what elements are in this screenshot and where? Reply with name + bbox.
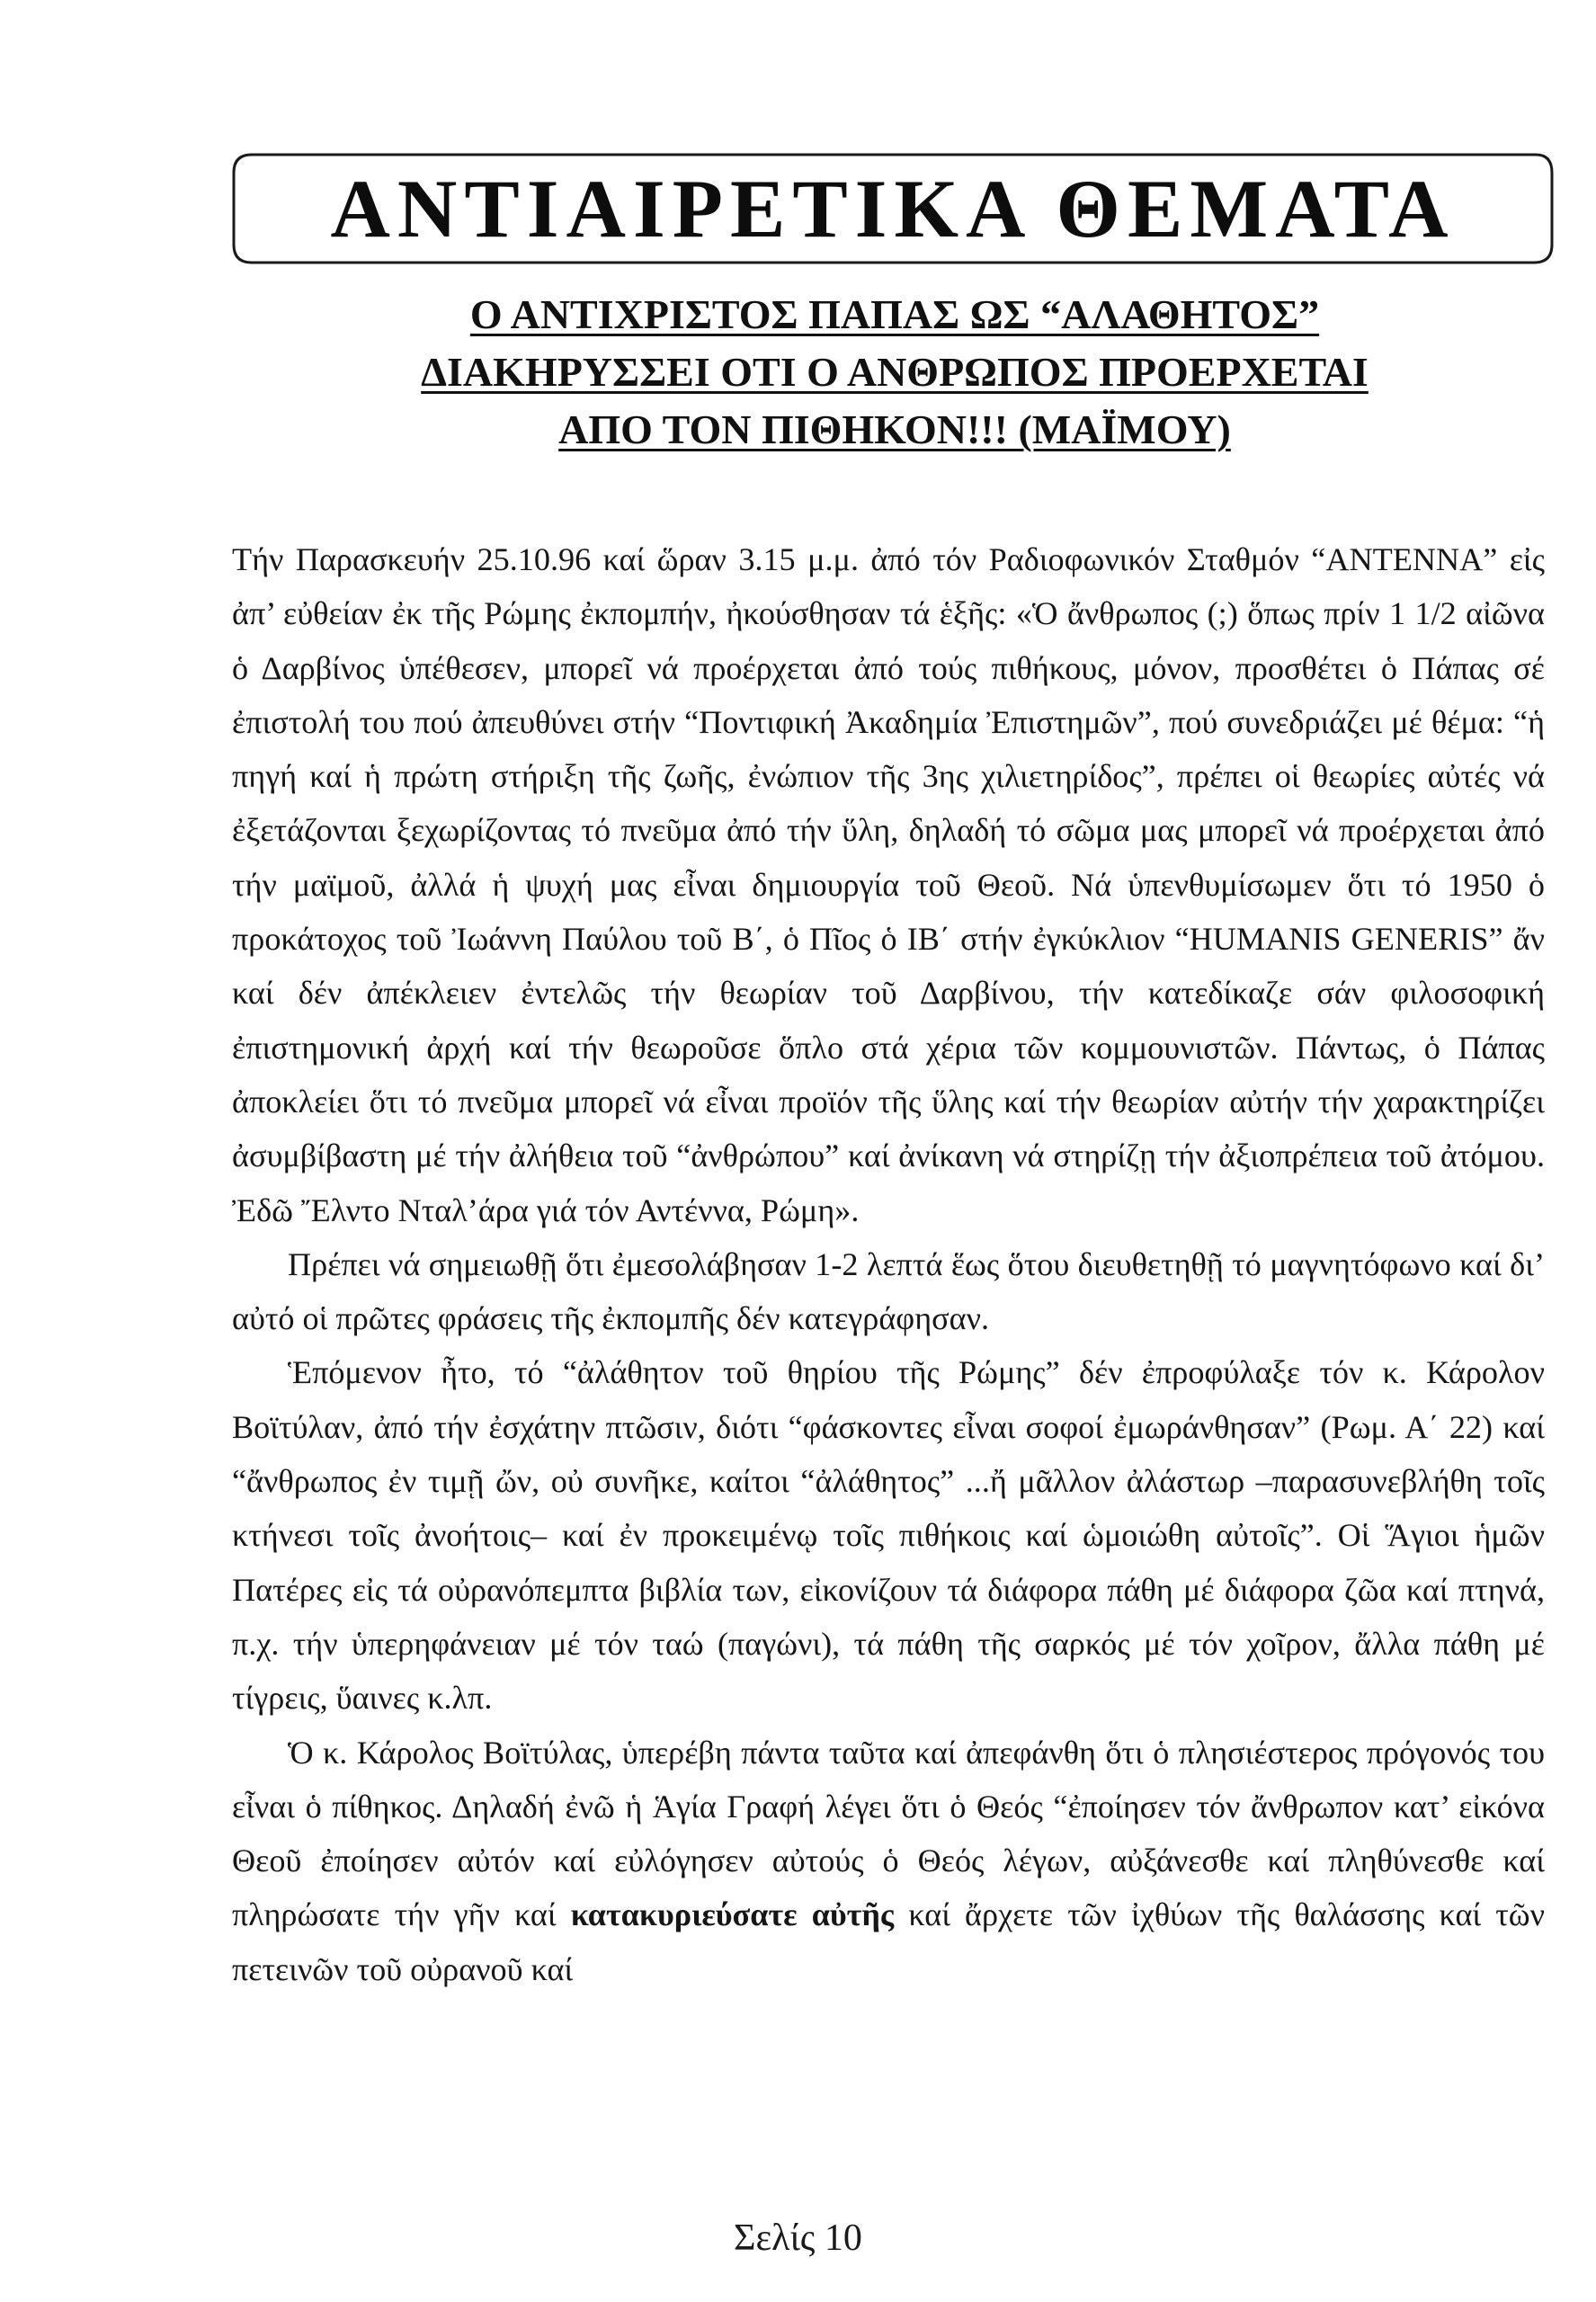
paragraph-text: καί ἄρχετε τῶν ἰχθύων τῆς θαλάσσης καί τῶν πετεινῶν τοῦ οὐρανοῦ καί xyxy=(232,1896,1545,1987)
paragraph-text: Ὁ κ. Κάρολος Βοϊτύλας, ὑπερέβη πάντα ταῦτα καί ἀπεφάνθη ὅτι ὁ πλησιέστερος πρόγονός του εἶναι ὁ πίθηκος. Δηλαδή ἐνῶ ἡ Ἁγία Γραφή λέγει ὅτι ὁ Θεός “ἐποίησεν τόν ἄνθρωπον κατ’ εἰκόνα Θεοῦ ἐποίησεν αὐτόν καί εὐλόγησεν αὐτούς ὁ Θεός λέγων, αὐξάνεσθε καί πληθύνεσθε καί πληρώσατε τήν γῆν καί xyxy=(232,1734,1545,1933)
headline-line: ΑΠΟ ΤΟΝ ΠΙΘΗΚΟΝ!!! (ΜΑΪΜΟΥ) xyxy=(558,406,1231,452)
paragraph xyxy=(232,1726,1545,1996)
article-body xyxy=(232,532,1545,1996)
paragraph: Τήν Παρασκευήν 25.10.96 καί ὥραν 3.15 μ.μ. ἀπό τόν Ραδιοφωνικόν Σταθμόν “ΑΝΤΕΝΝΑ” εἰς ἀπ’ εὐθείαν ἐκ τῆς Ρώμης ἐκπομπήν, ἠκούσθησαν τά ἑξῆς: «Ὁ ἄνθρωπος (;) ὅπως πρίν 1 1/2 αἰῶνα ὁ Δαρβίνος ὑπέθεσεν, μπορεῖ νά προέρχεται ἀπό τούς πιθήκους, μόνον, προσθέτει ὁ Πάπας σέ ἐπιστολή του πού ἀπευθύνει στήν “Ποντιφική Ἀκαδημία Ἐπιστημῶν”, πού συνεδριάζει μέ θέμα: “ἡ πηγή καί ἡ πρώτη στήριξη τῆς ζωῆς, ἐνώπιον τῆς 3ης χιλιετηρίδος”, πρέπει οἱ θεωρίες αὐτές νά ἐξετάζονται ξεχωρίζοντας τό πνεῦμα ἀπό τήν ὕλη, δηλαδή τό σῶμα μας μπορεῖ νά προέρχεται ἀπό τήν μαϊμοῦ, ἀλλά ἡ ψυχή μας εἶναι δημιουργία τοῦ Θεοῦ. Νά ὑπενθυμίσωμεν ὅτι τό 1950 ὁ προκάτοχος τοῦ Ἰωάννη Παύλου τοῦ Β΄, ὁ Πῖος ὁ ΙΒ΄ στήν ἐγκύκλιον “HUMANIS GENERIS” ἄν καί δέν ἀπέκλειεν ἐντελῶς τήν θεωρίαν τοῦ Δαρβίνου, τήν κατεδίκαζε σάν φιλοσοφική ἐπιστημονική ἀρχή καί τήν θεωροῦσε ὅπλο στά χέρια τῶν κομμουνιστῶν. Πάντως, ὁ Πάπας ἀποκλείει ὅτι τό πνεῦμα μπορεῖ νά εἶναι προϊόν τῆς ὕλης καί τήν θεωρίαν αὐτήν τήν χαρακτηρίζει ἀσυμβίβαστη μέ τήν ἀλήθεια τοῦ “ἀνθρώπου” καί ἀνίκανη νά στηρίζῃ τήν ἀξιοπρέπεια τοῦ ἀτόμου. Ἐδῶ Ἔλντο Νταλ’άρα γιά τόν Αντέννα, Ρώμη». xyxy=(232,541,1545,1228)
paragraph: Ἑπόμενον ἦτο, τό “ἀλάθητον τοῦ θηρίου τῆς Ρώμης” δέν ἐπροφύλαξε τόν κ. Κάρολον Βοϊτύλαν, ἀπό τήν ἐσχάτην πτῶσιν, διότι “φάσκοντες εἶναι σοφοί ἐμωράνθησαν” (Ρωμ. Α΄ 22) καί “ἄνθρωπος ἐν τιμῇ ὤν, οὐ συνῆκε, καίτοι “ἀλάθητος” ...ἤ μᾶλλον ἀλάστωρ –παρασυνεβλήθη τοῖς κτήνεσι τοῖς ἀνοήτοις– καί ἐν προκειμένῳ τοῖς πιθήκοις καί ὡμοιώθη αὐτοῖς”. Οἱ Ἅγιοι ἡμῶν Πατέρες εἰς τά οὐρανόπεμπτα βιβλία των, εἰκονίζουν τά διάφορα πάθη μέ διάφορα ζῶα καί πτηνά, π.χ. τήν ὑπερηφάνειαν μέ τόν ταώ (παγώνι), τά πάθη τῆς σαρκός μέ τόν χοῖρον, ἄλλα πάθη μέ τίγρεις, ὕαινες κ.λπ. xyxy=(232,1354,1545,1717)
paragraph: Πρέπει νά σημειωθῇ ὅτι ἐμεσολάβησαν 1-2 λεπτά ἕως ὅτου διευθετηθῇ τό μαγνητόφωνο καί δι’ αὐτό οἱ πρῶτες φράσεις τῆς ἐκπομπῆς δέν κατεγράφησαν. xyxy=(232,1245,1545,1337)
page-number: Σελίς 10 xyxy=(734,2217,862,2259)
emphasized-text: κατακυριεύσατε αὐτῆς xyxy=(570,1896,895,1933)
banner-title: ΑΝΤΙΑΙΡΕΤΙΚΑ ΘΕΜΑΤΑ xyxy=(330,163,1456,254)
headline-line: Ο ΑΝΤΙΧΡΙΣΤΟΣ ΠΑΠΑΣ ΩΣ “ΑΛΑΘΗΤΟΣ” xyxy=(469,291,1320,337)
article-headline xyxy=(297,286,1493,459)
headline-line: ΔΙΑΚΗΡΥΣΣΕΙ ΟΤΙ Ο ΑΝΘΡΩΠΟΣ ΠΡΟΕΡΧΕΤΑΙ xyxy=(421,349,1369,395)
header-banner xyxy=(232,151,1554,266)
